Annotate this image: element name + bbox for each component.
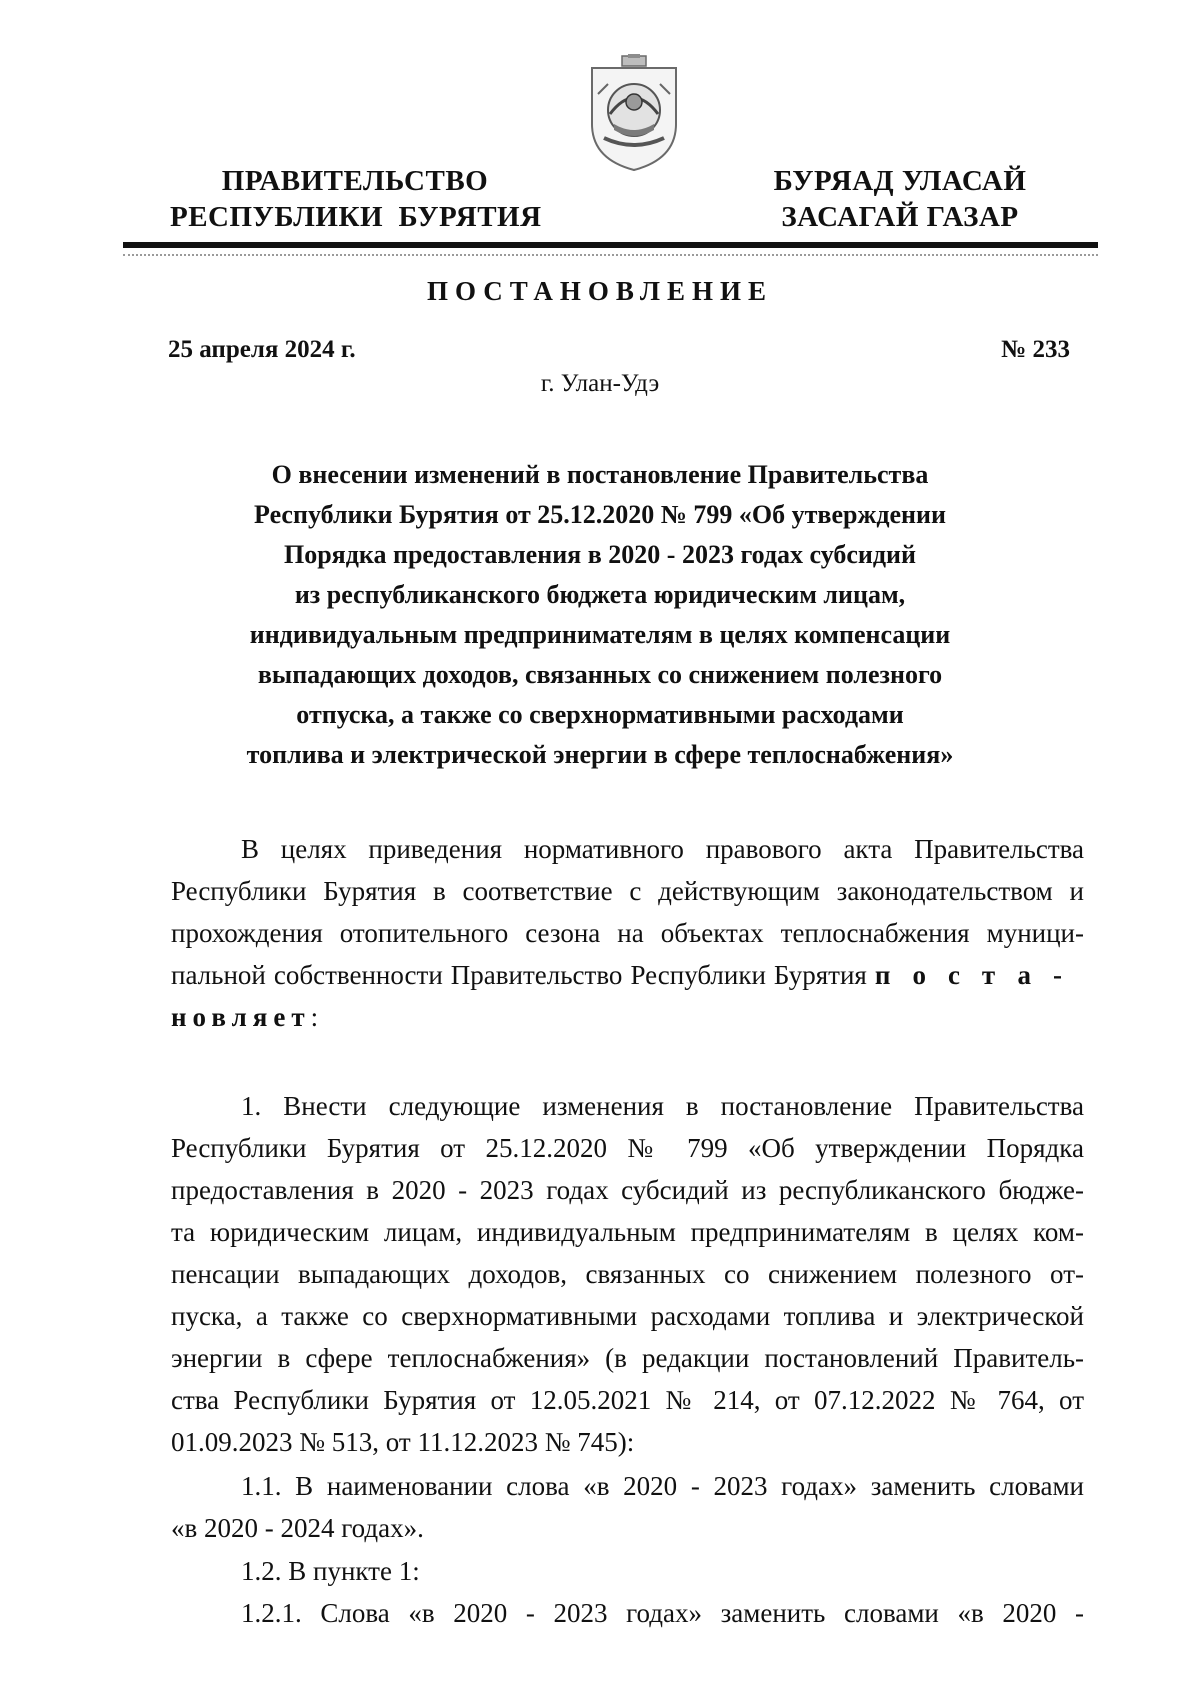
paragraph-line: В целях приведения нормативного правового акта Правительства xyxy=(241,834,1084,864)
document-city: г. Улан-Удэ xyxy=(540,370,660,397)
heading-line: из республиканского бюджета юридическим лицам, xyxy=(294,580,906,609)
paragraph-line: пуска, а также со сверхнормативными расходами топлива и электрической xyxy=(171,1301,1084,1331)
header-divider-dotted xyxy=(123,254,1098,256)
header-divider xyxy=(123,242,1098,248)
paragraph-text: пальной собственности Правительство Республики Бурятия xyxy=(171,960,867,990)
paragraph-line: «в 2020 - 2024 годах». xyxy=(171,1513,424,1543)
paragraph-line: та юридическим лицам, индивидуальным предпринимателям в целях ком- xyxy=(171,1217,1084,1247)
paragraph-line: 01.09.2023 № 513, от 11.12.2023 № 745): xyxy=(171,1427,635,1457)
coat-of-arms-icon xyxy=(584,54,684,174)
paragraph-line: 1.2. В пункте 1: xyxy=(241,1556,420,1586)
paragraph-line: Республики Бурятия в соответствие с действующим законодательством и xyxy=(171,876,1084,906)
issuer-buryat-line-1: БУРЯАД УЛАСАЙ xyxy=(773,165,1027,197)
heading-line: О внесении изменений в постановление Правительства xyxy=(271,460,929,489)
paragraph-line: 1.1. В наименовании слова «в 2020 - 2023 годах» заменить словами xyxy=(241,1471,1084,1501)
paragraph-text: : xyxy=(310,1002,319,1032)
paragraph-line xyxy=(171,954,1084,996)
issuer-name-buryat xyxy=(740,163,1060,235)
paragraph-line: энергии в сфере теплоснабжения» (в редакции постановлений Правитель- xyxy=(171,1343,1084,1373)
paragraph-line: 1. Внести следующие изменения в постановление Правительства xyxy=(241,1091,1084,1121)
paragraph-line: Республики Бурятия от 25.12.2020 № 799 «Об утверждении Порядка xyxy=(171,1133,1084,1163)
issuer-name-russian xyxy=(170,163,540,235)
clause-1 xyxy=(171,1085,1084,1463)
issuer-line-1: ПРАВИТЕЛЬСТВО xyxy=(221,165,489,197)
heading-line: Республики Бурятия от 25.12.2020 № 799 «Об утверждении xyxy=(254,500,946,529)
paragraph-line: ства Республики Бурятия от 12.05.2021 № 214, от 07.12.2022 № 764, от xyxy=(171,1385,1084,1415)
heading-line: индивидуальным предпринимателям в целях компенсации xyxy=(249,620,951,649)
paragraph-line: прохождения отопительного сезона на объектах теплоснабжения муници- xyxy=(171,918,1084,948)
issuer-line-2: РЕСПУБЛИКИ БУРЯТИЯ xyxy=(170,201,542,233)
resolution-word-part-1: поста- xyxy=(874,960,1085,990)
clause-1-1 xyxy=(171,1465,1084,1549)
heading-line: топлива и электрической энергии в сфере теплоснабжения» xyxy=(246,740,954,769)
clause-1-2-1 xyxy=(171,1592,1084,1634)
paragraph-line xyxy=(171,996,1084,1038)
document-number: № 233 xyxy=(1001,336,1070,363)
paragraph-line: пенсации выпадающих доходов, связанных со снижением полезного от- xyxy=(171,1259,1084,1289)
document-date: 25 апреля 2024 г. xyxy=(168,336,356,363)
heading-line: выпадающих доходов, связанных со снижением полезного xyxy=(257,660,943,689)
heading-line: Порядка предоставления в 2020 - 2023 годах субсидий xyxy=(283,540,916,569)
document-type: ПОСТАНОВЛЕНИЕ xyxy=(426,276,774,306)
resolution-word-part-2: новляет xyxy=(171,1002,311,1032)
issuer-buryat-line-2: ЗАСАГАЙ ГАЗАР xyxy=(781,201,1019,233)
paragraph-line: предоставления в 2020 - 2023 годах субсидий из республиканского бюдже- xyxy=(171,1175,1084,1205)
paragraph-line: 1.2.1. Слова «в 2020 - 2023 годах» заменить словами «в 2020 - xyxy=(241,1598,1084,1628)
preamble-paragraph xyxy=(171,828,1084,1038)
heading-line: отпуска, а также со сверхнормативными расходами xyxy=(296,700,904,729)
document-heading xyxy=(190,455,1010,775)
clause-1-2 xyxy=(171,1550,1084,1592)
